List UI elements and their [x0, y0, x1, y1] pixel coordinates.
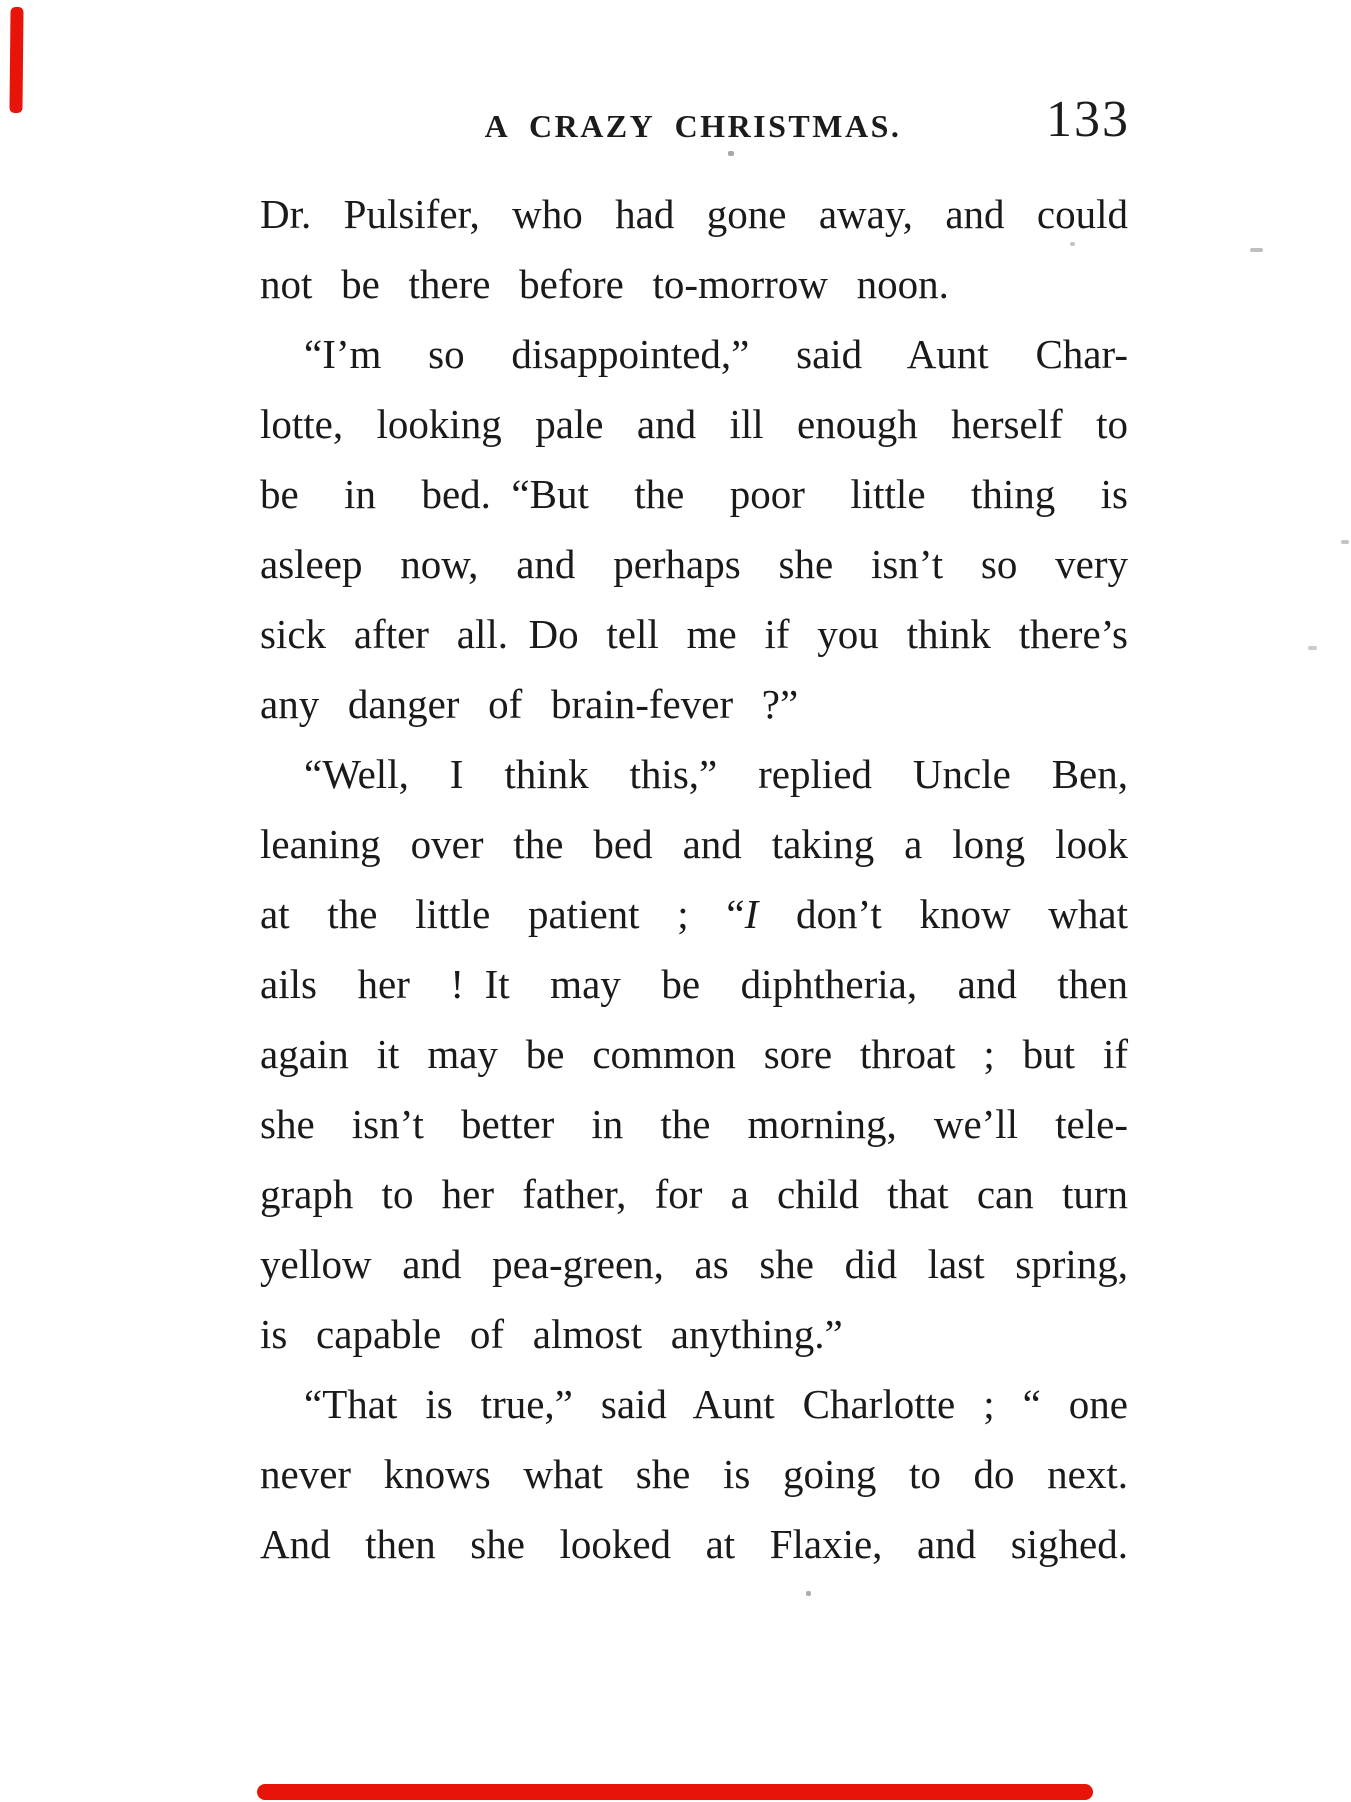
- text-line: “Well, I think this,” replied Uncle Ben,: [304, 751, 1128, 797]
- text-line: never knows what she is going to do next.: [260, 1451, 1128, 1497]
- scan-speck: [1250, 248, 1263, 252]
- text-line: again it may be common sore throat ; but if: [260, 1031, 1128, 1077]
- text-line: “I’m so disappointed,” said Aunt Char-: [304, 331, 1128, 377]
- italic-word-I: I: [744, 891, 759, 937]
- text-line: graph to her father, for a child that can turn: [260, 1171, 1128, 1217]
- text-line: she isn’t better in the morning, we’ll tele-: [260, 1101, 1128, 1147]
- text-line: And then she looked at Flaxie, and sighed.: [260, 1521, 1128, 1567]
- scan-speck: [1341, 540, 1349, 544]
- text-line: lotte, looking pale and ill enough herself to: [260, 401, 1128, 447]
- page-number: 133: [1046, 91, 1130, 148]
- scan-speck: [1070, 242, 1075, 246]
- text-line: not be there before to-morrow noon.: [260, 261, 949, 307]
- text-line: asleep now, and perhaps she isn’t so very: [260, 541, 1128, 587]
- text-line: leaning over the bed and taking a long look: [260, 821, 1128, 867]
- text-line: [260, 879, 1128, 949]
- text-line: any danger of brain-fever ?”: [260, 681, 799, 727]
- text-line: sick after all. Do tell me if you think there’s: [260, 611, 1128, 657]
- text-segment: at the little patient ; “: [260, 891, 745, 937]
- scan-speck: [806, 1591, 811, 1596]
- red-scan-stroke-left: [9, 7, 23, 113]
- body-text: [260, 179, 1128, 1579]
- text-segment: don’t know what: [758, 891, 1128, 937]
- text-line: ails her ! It may be diphtheria, and then: [260, 961, 1128, 1007]
- scan-speck: [1308, 646, 1317, 650]
- red-scan-stroke-bottom: [257, 1784, 1093, 1800]
- text-line: Dr. Pulsifer, who had gone away, and could: [260, 191, 1128, 237]
- scan-speck: [728, 151, 734, 156]
- text-line: “That is true,” said Aunt Charlotte ; “ one: [304, 1381, 1128, 1427]
- running-header: A CRAZY CHRISTMAS.: [484, 108, 902, 144]
- text-line: yellow and pea-green, as she did last spring,: [260, 1241, 1128, 1287]
- text-line: is capable of almost anything.”: [260, 1311, 843, 1357]
- text-line: be in bed. “But the poor little thing is: [260, 471, 1128, 517]
